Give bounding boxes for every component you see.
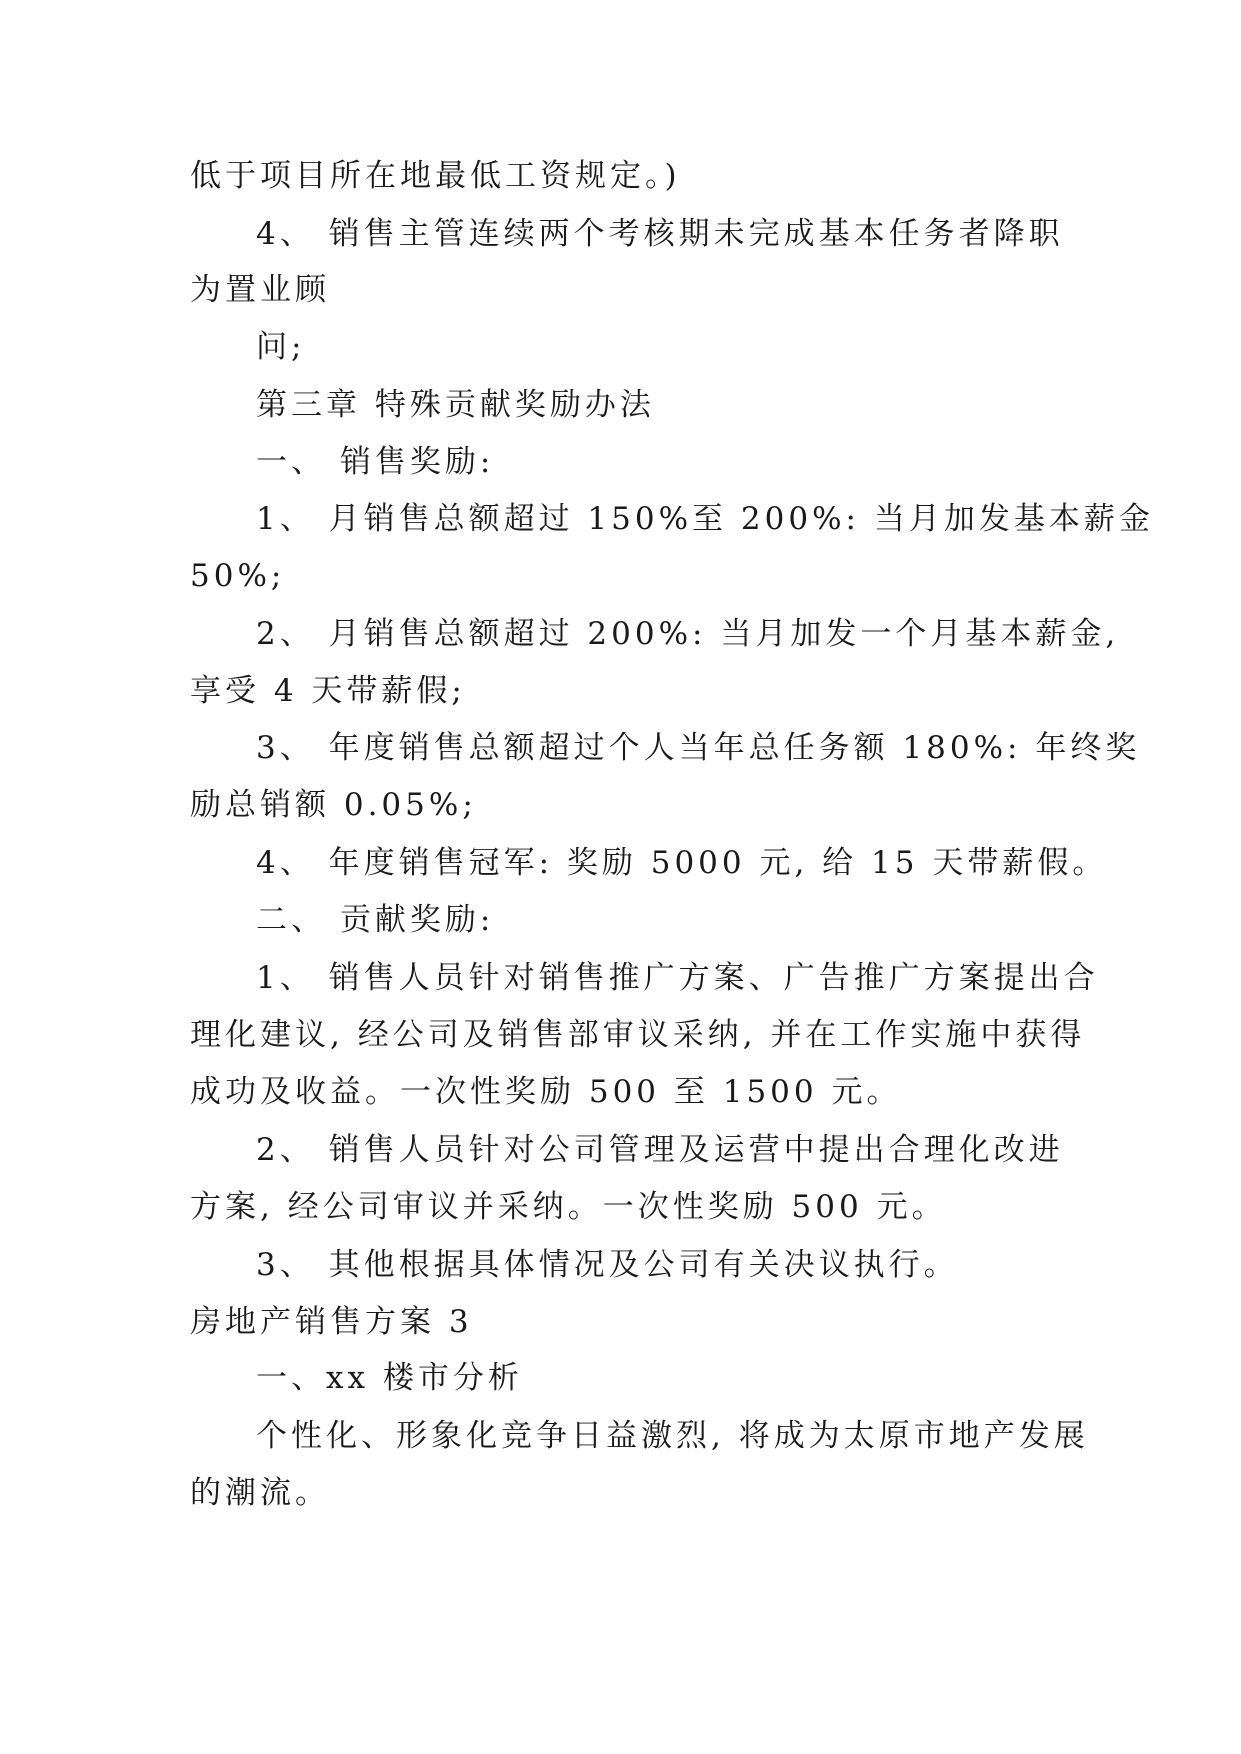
- paragraph-line: 1、 月销售总额超过 150%至 200%: 当月加发基本薪金: [256, 501, 1154, 537]
- paragraph-line: 的潮流。: [190, 1475, 330, 1511]
- paragraph-line: 4、 年度销售冠军: 奖励 5000 元, 给 15 天带薪假。: [256, 845, 1108, 881]
- paragraph-line: 1、 销售人员针对销售推广方案、广告推广方案提出合: [256, 960, 1099, 996]
- paragraph-line: 2、 销售人员针对公司管理及运营中提出合理化改进: [256, 1132, 1064, 1168]
- paragraph-line: 4、 销售主管连续两个考核期未完成基本任务者降职: [256, 216, 1064, 252]
- section-heading: 二、 贡献奖励:: [256, 902, 495, 938]
- paragraph-line: 为置业顾: [190, 272, 330, 308]
- paragraph-line: 享受 4 天带薪假;: [190, 673, 466, 709]
- chapter-heading: 第三章 特殊贡献奖励办法: [256, 387, 655, 423]
- paragraph-line: 低于项目所在地最低工资规定。): [190, 158, 681, 194]
- section-heading: 一、xx 楼市分析: [256, 1360, 523, 1396]
- paragraph-line: 3、 其他根据具体情况及公司有关决议执行。: [256, 1247, 959, 1283]
- document-title: 房地产销售方案 3: [190, 1304, 473, 1340]
- paragraph-line: 2、 月销售总额超过 200%: 当月加发一个月基本薪金,: [256, 616, 1120, 652]
- paragraph-line: 3、 年度销售总额超过个人当年总任务额 180%: 年终奖: [256, 730, 1141, 766]
- paragraph-line: 50%;: [190, 558, 286, 594]
- paragraph-line: 励总销额 0.05%;: [190, 787, 477, 823]
- section-heading: 一、 销售奖励:: [256, 444, 495, 480]
- paragraph-line: 问;: [256, 329, 306, 365]
- paragraph-line: 理化建议, 经公司及销售部审议采纳, 并在工作实施中获得: [190, 1017, 1086, 1053]
- paragraph-line: 方案, 经公司审议并采纳。一次性奖励 500 元。: [190, 1189, 947, 1225]
- paragraph-line: 个性化、形象化竞争日益激烈, 将成为太原市地产发展: [256, 1418, 1089, 1454]
- paragraph-line: 成功及收益。一次性奖励 500 至 1500 元。: [190, 1074, 902, 1110]
